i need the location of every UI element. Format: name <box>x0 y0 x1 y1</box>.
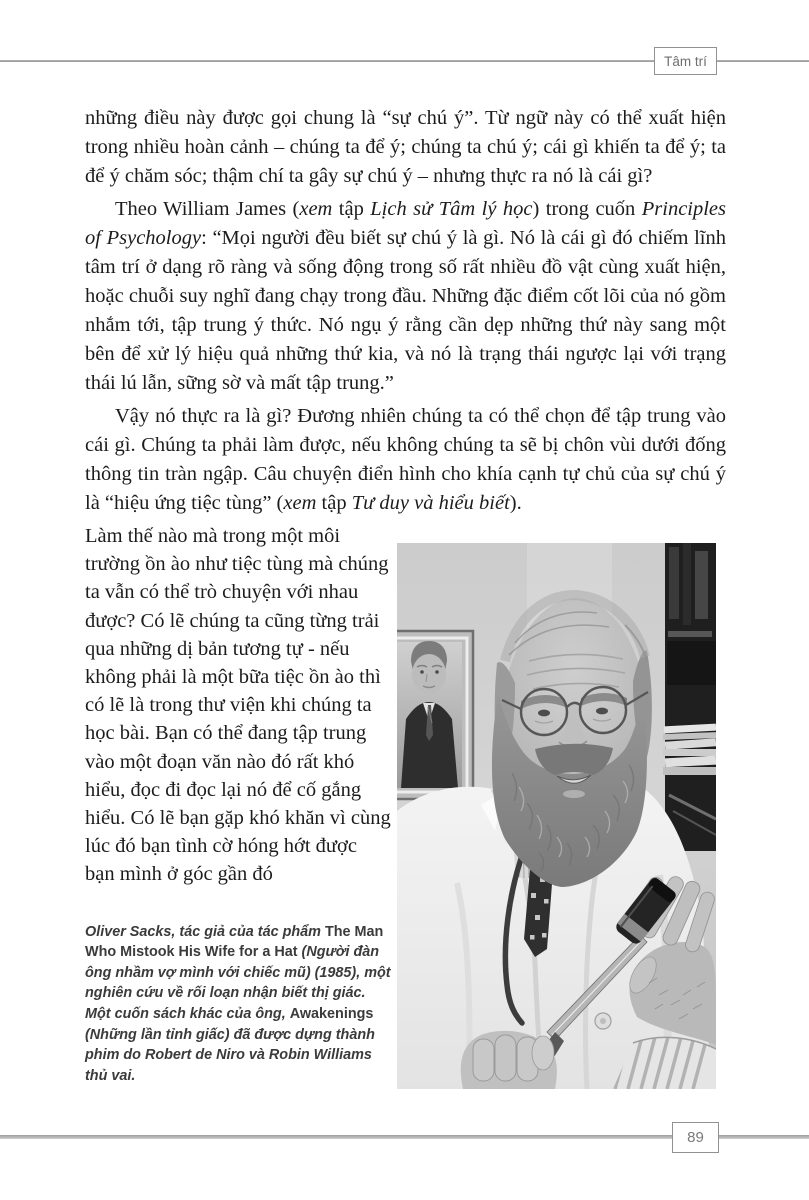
left-column <box>85 522 397 1086</box>
chapter-tab <box>654 47 717 75</box>
right-hand-fist <box>461 1031 557 1089</box>
oliver-sacks-head <box>492 595 652 887</box>
photo-caption: Oliver Sacks, tác giả của tác phẩm The Man Who Mistook His Wife for a Hat (Người đàn ông nhầm vợ mình với chiếc mũ) (1985), một nghiên cứu về rối loạn nhận biết thị giác. Một cuốn sách khác của ông, Awakenings (Những lần tỉnh giấc) đã được dựng thành phim do Robert de Niro và Robin Williams thủ vai. <box>85 923 391 1084</box>
chapter-label: Tâm trí <box>664 53 707 69</box>
text-photo-row <box>85 522 726 1089</box>
oliver-sacks-photo <box>397 543 716 1089</box>
bookshelf <box>665 543 716 851</box>
page-number: 89 <box>687 1129 704 1146</box>
page-number-tab <box>672 1122 719 1153</box>
page-body <box>85 104 726 1089</box>
body-paragraph-4: Làm thế nào mà trong một môi trường ồn ào như tiệc tùng mà chúng ta vẫn có thể trò chuyện với nhau được? Có lẽ chúng ta cũng từng trải qua những dị bản tương tự - nếu không phải là một bữa tiệc ồn ào thì có lẽ là trong thư viện khi chúng ta học bài. Bạn có thể đang tập trung vào một đoạn văn nào đó rất khó hiểu, đọc đi đọc lại nó để cố gắng hiểu. Có lẽ bạn gặp khó khăn vì cùng lúc đó bạn tình cờ hóng hớt được bạn mình ở góc gần đó <box>85 525 391 886</box>
body-paragraph-1: những điều này được gọi chung là “sự chú ý”. Từ ngữ này có thể xuất hiện trong nhiều hoàn cảnh – chúng ta để ý; chúng ta chú ý; cái gì khiến ta để ý; ta để ý chăm sóc; thậm chí ta gây sự chú ý – nhưng thực ra nó là cái gì? <box>85 107 726 187</box>
body-paragraph-3: Vậy nó thực ra là gì? Đương nhiên chúng ta có thể chọn để tập trung vào cái gì. Chúng ta phải làm được, nếu không chúng ta sẽ bị chôn vùi dưới đống thông tin tràn ngập. Câu chuyện điển hình cho khía cạnh tự chủ của sự chú ý là “hiệu ứng tiệc tùng” (xem tập Tư duy và hiểu biết). <box>85 405 726 514</box>
wall-portrait-frame <box>397 631 473 799</box>
coat-button <box>595 1013 611 1029</box>
body-paragraph-2: Theo William James (xem tập Lịch sử Tâm lý học) trong cuốn Principles of Psychology: “Mọi người đều biết sự chú ý là gì. Nó là cái gì đó chiếm lĩnh tâm trí ở dạng rõ ràng và sống động trong số rất nhiều đồ vật cùng xuất hiện, hoặc chuỗi suy nghĩ đang chạy trong đầu. Những đặc điểm cốt lõi của nó gồm nhắm tới, tập trung ý thức. Nó ngụ ý rằng cần dẹp những thứ này sang một bên để xử lý hiệu quả những thứ kia, và nó là trạng thái ngược lại với trạng thái lú lẫn, sững sờ và mất tập trung.” <box>85 198 727 394</box>
